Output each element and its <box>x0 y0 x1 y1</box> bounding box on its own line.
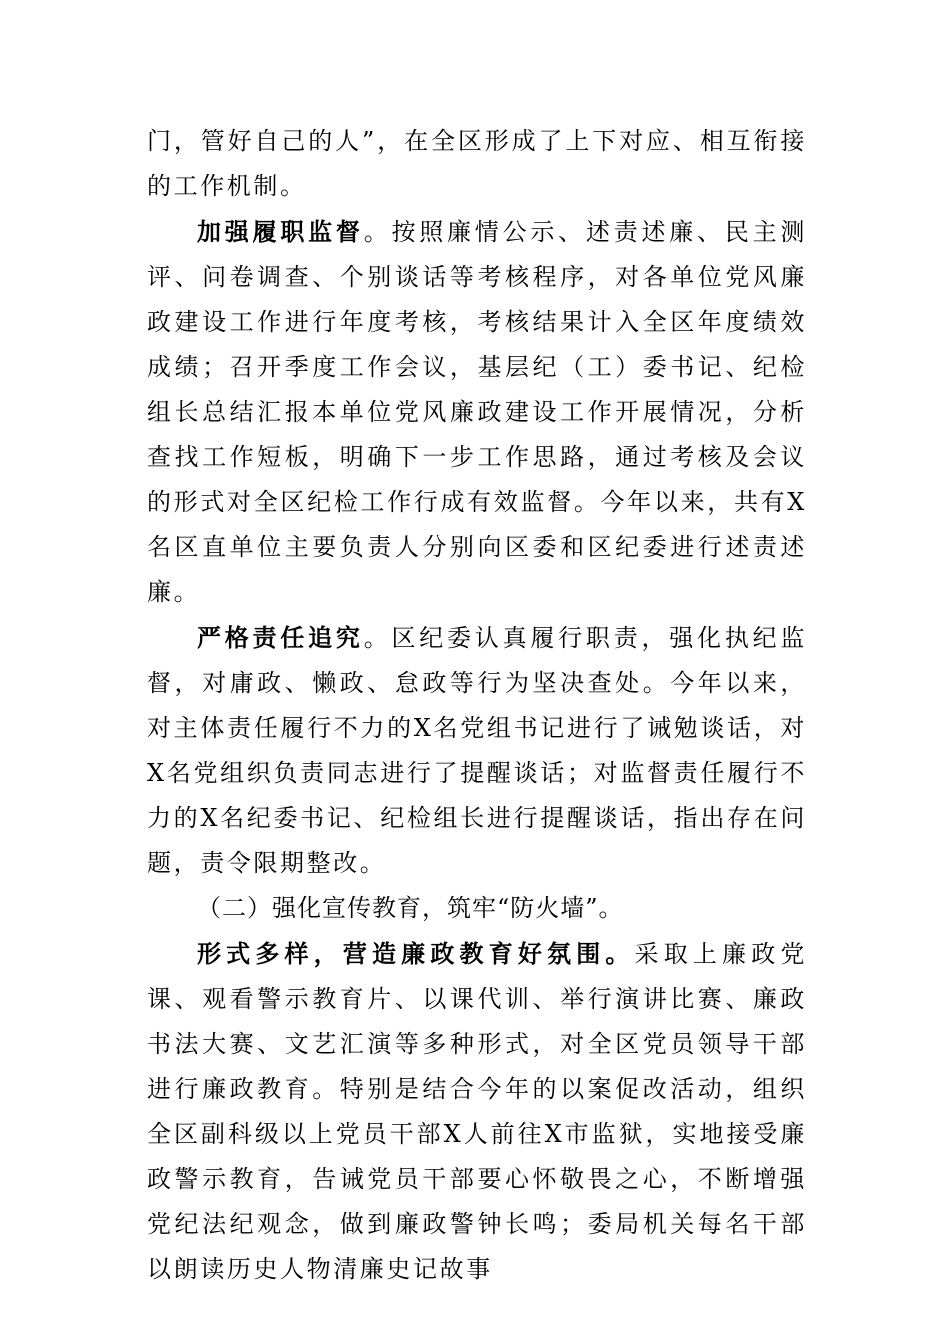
section-heading: （二）强化宣传教育，筑牢“防火墙”。 <box>197 894 624 922</box>
paragraph-mechanism <box>147 119 807 209</box>
paragraph-lead-heading: 加强履职监督 <box>197 217 364 246</box>
paragraph-text: 。区纪委认真履行职责，强化执纪监督，对庸政、懒政、怠政等行为坚决查处。今年以来，对主体责任履行不力的X名党组书记进行了诫勉谈话，对X名党组织负责同志进行了提醒谈话；对监督责任履行不力的X名纪委书记、纪检组长进行提醒谈话，指出存在问题，责令限期整改。 <box>147 624 807 877</box>
paragraph-text: 门，管好自己的人”，在全区形成了上下对应、相互衔接的工作机制。 <box>147 127 807 200</box>
paragraph-education <box>147 931 807 1292</box>
document-page <box>147 119 807 1292</box>
paragraph-accountability <box>147 615 807 886</box>
paragraph-lead-heading: 形式多样，营造廉政教育好氛围。 <box>197 939 635 968</box>
paragraph-text: 。按照廉情公示、述责述廉、民主测评、问卷调查、个别谈话等考核程序，对各单位党风廉政建设工作进行年度考核，考核结果计入全区年度绩效成绩；召开季度工作会议，基层纪（工）委书记、纪检组长总结汇报本单位党风廉政建设工作开展情况，分析查找工作短板，明确下一步工作思路，通过考核及会议的形式对全区纪检工作行成有效监督。今年以来，共有X名区直单位主要负责人分别向区委和区纪委进行述责述廉。 <box>147 218 807 606</box>
paragraph-text: 采取上廉政党课、观看警示教育片、以课代训、举行演讲比赛、廉政书法大赛、文艺汇演等多种形式，对全区党员领导干部进行廉政教育。特别是结合今年的以案促改活动，组织全区副科级以上党员干部X人前往X市监狱，实地接受廉政警示教育，告诫党员干部要心怀敬畏之心，不断增强党纪法纪观念，做到廉政警钟长鸣；委局机关每名干部以朗读历史人物清廉史记故事 <box>147 940 807 1283</box>
paragraph-supervision <box>147 209 807 615</box>
paragraph-lead-heading: 严格责任追究 <box>197 623 364 652</box>
